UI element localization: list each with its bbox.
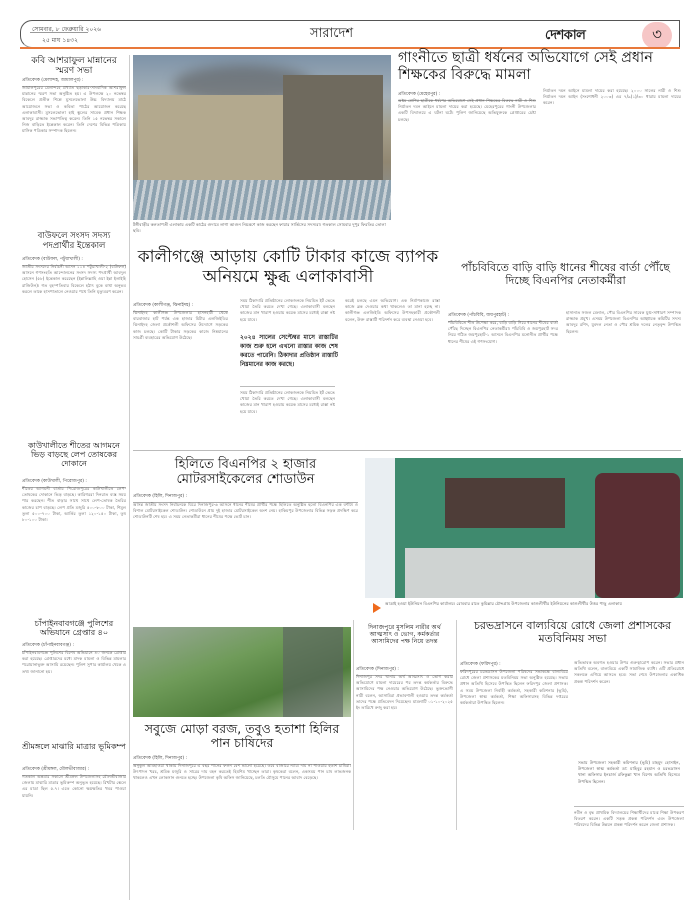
fire-photo <box>133 55 391 220</box>
body-kaukhali: শীতের আগমনী বার্তায় পিরোজপুরের কাউখালীতে লেপ-তোষকের দোকানে ভিড় বাড়ছে। কারিগররা দিনরাত ব্যস্ত সময় পার করছেন। শীত বাড়ার সাথে সাথে লেপ-তোষক তৈরির কাজের চাপ বাড়ছে। লেপ প্রতি মজুরি ৫০০-৮০০ টাকা, শিমুল তুলা ৫০০-৭০০ টাকা, আর্তির তুলা ১২০-১৫০ টাকা, তুষ ৮০-১০০ টাকা। <box>22 486 126 523</box>
chairs-shape <box>595 473 680 598</box>
body-hili: আসন্ন জাতীয় সংসদ নির্বাচনকে ঘিরে দিনাজপুর-৬ আসনে ধানের শীষের প্রার্থীর পক্ষে হিলিতে অনুষ্ঠিত হলো বিএনপির এক বর্ণাঢ্য ও বিশাল মোটরসাইকেল শোডাউন। শোডাউনে প্রায় দুই হাজার মোটরসাইকেল অংশ নেয়। হাকিমপুর উপজেলার বিভিন্ন সড়ক প্রদক্ষিণ করে শোডাউনটি শেষ হয়। এ সময় নেতাকর্মীরা ধানের শীষের পক্ষে ভোট চান। <box>133 502 358 520</box>
newspaper-logo: দেশকাল <box>545 28 586 43</box>
body-kobi: জামালপুরের মেলান্দহে প্রখ্যাত ছড়াকার-সাংবাদিক আশরাফুল মান্নানের স্মরণ সভা অনুষ্ঠিত হয়। এ উপলক্ষে ২০ নভেম্বর বিকেলে প্রতীক শিল্পে মুসলেভোলা উচ্চ বিদ্যালয় মাঠে আয়োজনে সভা ও কবিতা পাঠের আয়োজন করেছে এলাকাবাসী। মুসলেভোলা হাই স্কুলের সাবেক প্রধান শিক্ষক আবদুর রাজ্জাক সভাপতিত্ব করেন। তিনি ১৫ নভেম্বর সকালে নিজ বাড়িতে ইন্তেকাল করেন। তিনি দেশের বিভিন্ন পত্রিকায় মাসিক পত্রিকার সম্পাদক ছিলেন। <box>22 85 126 134</box>
box-divider <box>574 806 684 807</box>
header-date: সোমবার, ৮ ফেব্রুয়ারি ২০২৬ <box>32 26 102 33</box>
page-number-badge: ৩ <box>642 22 672 49</box>
paan-leaves-photo <box>133 627 351 717</box>
header-bangla-date: ২৫ মাঘ ১৪৩২ <box>42 37 78 44</box>
section-divider <box>133 450 681 451</box>
body-kaliganj-2b: সময় ঠিকাদারি প্রতিষ্ঠানের লোকজনকে নিয়মিত ইট ভেঙে খোয়া তৈরি করতে দেখা গেছে। এলাকাবাসী বলছেন কাজের মান খারাপ হওয়ায় কয়েক মাসের মধ্যেই রাস্তা নষ্ট হয়ে যাবে। <box>240 390 335 414</box>
person-shape <box>283 627 343 717</box>
floor-shape <box>405 548 595 598</box>
byline-kaliganj: প্রতিবেদক (কালীগঞ্জ, ঝিনাইদহ) : <box>133 302 228 312</box>
body-dinajpur: দিনাজপুর সদর থানায় অর্থ আত্মসাৎ ও ভোগ করার অভিযোগে মামলা দায়েরের পর তদন্ত কর্মকর্তার বিরুদ্ধে আসামিদের পক্ষ নেওয়ার অভিযোগ উঠেছে। ভুক্তভোগী নারী বলেন, আসামিরা প্রভাবশালী হওয়ায় তদন্ত কর্মকর্তা তাদের পক্ষে প্রতিবেদন দিয়েছেন। মামলাটি ০১-১০-২০২৫ ইং তারিখে রুজু করা হয়। <box>356 674 453 711</box>
byline-baufal: প্রতিবেদক (বাউফল, পটুয়াখালী) : <box>22 256 126 266</box>
body-panchbibi: পাঁচবিবিতে শীত উপেক্ষা করে, বাড়ি বাড়ি গিয়ে ধানের শীষের বার্তা পৌঁছে দিচ্ছেন বিএনপির নেতাকর্মীরা। পাঁচবিবি ও জয়পুরহাট সদর নিয়ে গঠিত জয়পুরহাট-১ আসনে বিএনপির মনোনীত প্রার্থীর পক্ষে ধানের শীষের এই গণসংযোগ। <box>448 320 558 344</box>
byline-kaukhali: প্রতিবেদক (কাউখালী, পিরোজপুর) : <box>22 478 126 488</box>
byline-dinajpur: প্রতিবেদক (দিনাজপুর) : <box>356 666 453 676</box>
caption-arrow-icon <box>373 603 381 613</box>
headline-paan: সবুজে মোড়া বরজ, তবুও হতাশা হিলির পান চাষিদের <box>144 721 340 751</box>
pull-quote-divider <box>240 386 335 387</box>
headline-kaukhali: কাউখালীতে শীতের আগমনে ভিড় বাড়ছে লেপ তোষকের দোকানে <box>28 441 120 469</box>
body-kaliganj-2: সময় ঠিকাদারি প্রতিষ্ঠানের লোকজনকে নিয়মিত ইট ভেঙে খোয়া তৈরি করতে দেখা গেছে। এলাকাবাসী বলছেন কাজের মান খারাপ হওয়ায় কয়েক মাসের মধ্যেই রাস্তা নষ্ট হয়ে যাবে। <box>240 298 335 322</box>
body-kaliganj-3: করেই চলছে এমন অভিযোগ। এক নির্মাণকাজে রাস্তা কাজে ব্লক দেওয়ার কথা থাকলেও তা মানা হচ্ছে না। কালীগঞ্জ এলজিইডি অফিসের উপসহকারী প্রকৌশলী বলেন, উক্ত রাস্তাটি পরিদর্শন করে ব্যবস্থা নেওয়া হবে। <box>345 298 440 322</box>
column-divider <box>129 55 130 900</box>
headline-baufal: বাউফলে সংসদ সদস্য পদপ্রার্থীর ইন্তেকাল <box>37 231 111 251</box>
headline-hili: হিলিতে বিএনপির ২ হাজার মোটরসাইকেলের শোডাউন <box>174 457 317 487</box>
byline-chapainawabganj: প্রতিবেদক (চাঁপাইনবাবগঞ্জ) : <box>22 642 126 652</box>
column-divider <box>456 620 457 830</box>
pull-quote-kaliganj: ২০২৪ সালের সেপ্টেম্বর মাসে রাস্তাটির কাজ শুরু হলে এখনো রাস্তার কাজ শেষ করতে পারেনি। ঠিকাদার প্রতিষ্ঠান রাস্তাটি নিম্নমানের কাজ করছে। <box>240 334 338 368</box>
caption-fire-photo: টঙ্গীবাড়ীর কলতাপতী এলাকায় একটি কাঠের গুদামে লাগা আগুন নিয়ন্ত্রণে কাজ করছেন ফায়ার সার্ভিসের সদস্যরা। গতকাল সোমবার দুপুর ফিরতির তোলা ছবি। <box>133 222 386 233</box>
boxed-note-charbhadrasan: সভায় উপজেলা সহকারী কমিশনার (ভূমি) মাহমুদ হোসাইন, উপজেলা স্বাস্থ্য কর্মকর্তা ডা: মাহিবুর রহমান ও চরভদ্রাসন থানা অফিসার ইনচার্জ রফিকুল্লা খান বিশেষ অতিথি হিসেবে উপস্থিত ছিলেন। <box>578 760 680 784</box>
roof-shape <box>133 180 391 220</box>
column-divider <box>353 620 354 830</box>
byline-kobi: প্রতিবেদক (মেলান্দহ, জামালপুর) : <box>22 77 126 87</box>
body-charbhadrasan: ফরিদপুরের চরভদ্রাসন উপজেলা পরিষদের সভাকক্ষে বাল্যবিয়ে রোধে জেলা প্রশাসকের মতবিনিময় সভা অনুষ্ঠিত হয়েছে। সভায় প্রধান অতিথি হিসেবে উপস্থিত ছিলেন ফরিদপুর জেলা প্রশাসক। এ সময় উপজেলা নির্বাহী কর্মকর্তা, সহকারী কমিশনার (ভূমি), উপজেলা স্বাস্থ্য কর্মকর্তা, শিক্ষা অফিসারসহ বিভিন্ন দপ্তরের কর্মকর্তারা উপস্থিত ছিলেন। <box>460 669 568 706</box>
body-chapainawabganj: চাঁপাইনবাবগঞ্জে পুলিশের বিশেষ অভিযানে ৪০ জনকে গ্রেপ্তার করা হয়েছে। গ্রেপ্তারদের মধ্যে মাদক মামলা ও বিভিন্ন মামলার পরোয়ানাভুক্ত আসামি রয়েছেন। পুলিশ সুপার কার্যালয় থেকে এ তথ্য জানানো হয়। <box>22 650 126 674</box>
headline-kobi: কবি আশরাফুল মান্নানের স্মরণ সভা <box>31 56 117 77</box>
body-baufal: জাতীয় সংসদের নির্বাচনী আসন ১১৪ পটুয়াখালী-২ (বাউফল) আসনে গণসংহতি আন্দোলনের সংসদ সদস্য পদপ্রার্থী আবদুল হোসেন (৫৮) ইন্তেকাল করেছেন (ইন্নালিল্লাহি ওয়া ইন্না ইলাইহি রাজিউন)। গত বৃহস্পতিবার বিকেলে হঠাৎ বুকে ব্যথা অনুভব করলে তাকে হাসপাতালে নেওয়ার পথে তিনি মৃত্যুবরণ করেন। <box>22 264 126 294</box>
headline-charbhadrasan: চরভদ্রাসনে বাল্যবিয়ে রোধে জেলা প্রশাসকের মতবিনিময় সভা <box>473 619 672 645</box>
byline-panchbibi: প্রতিবেদক (পাঁচবিবি, জয়পুরহাট) : <box>448 312 558 322</box>
headline-sreemangal: শ্রীমঙ্গলে মাঝারি মাত্রার ভূমিকম্প <box>22 742 126 751</box>
headline-chapainawabganj: চাঁপাইনবাবগঞ্জে পুলিশের অভিযানে গ্রেপ্তার ৪০ <box>34 619 114 638</box>
body-gangni-right: নির্যাতন দমন আইনে মামলা দায়ের করা হয়েছে। ২০০০ সালের নারী ও শিশু নির্যাতন দমন আইন (সংশোধনী ২০০৩) এর ৭/৯(১)/৩০ ধারায় মামলা দায়ের করেন। <box>543 88 681 106</box>
caption-hili-photo: আত্রাই হওয়া ইউনিয়ন বিএনপির কার্যালয়। রোববার রাতে কুমিল্লার চৌদ্দগ্রাম উপজেলার কাশুলীর্থীর ইউনিয়নের কাশুলীর্থীর উত্তর পাড়ু এলাকায় <box>385 601 622 606</box>
byline-hili: প্রতিবেদক (হিলি, দিনাজপুর) : <box>133 493 358 503</box>
body-panchbibi-right: হাসানাত সজল মেলাল, পৌর বিএনপির সাবেক যুগ্ম-সাধারণ সম্পাদক রাজ্জাক প্রমুখ। এসময় উপজেলা বিএনপির আহ্বায়ক কমিটির সদস্য আবদুর রশিদ, যুবদল নেতা ও পৌর শ্রমিক দলের নেতৃবৃন্দ উপস্থিত ছিলেন। <box>566 310 681 334</box>
banner-shape <box>365 458 395 598</box>
tail-charbhadrasan: নবীন ও বৃদ্ধ প্রাথমিক বিদ্যালয়ের শিক্ষার্থীদের মাঝে শিক্ষা উপকরণ বিতরণ করেন। একটি সড়ক প্রকল্প পরিদর্শন এবং উপজেলা পরিষদের বিভিন্ন উন্নয়ন প্রকল্প পরিদর্শন করেন জেলা প্রশাসক। <box>574 810 684 828</box>
hili-office-photo <box>365 458 683 598</box>
desk-shape <box>445 478 565 528</box>
headline-panchbibi: পাঁচবিবিতে বাড়ি বাড়ি ধানের শীষের বার্তা পৌঁছে দিচ্ছে বিএনপির নেতাকর্মীরা <box>461 261 670 287</box>
building-shape-2 <box>283 75 383 185</box>
byline-sreemangal: প্রতিবেদক (শ্রীমঙ্গল, মৌলভীবাজার) : <box>22 766 126 776</box>
body-paan: অনুকূল আবহাওয়া থাকায় দিনাজপুরে এ বছর পানের ফলন বেশ ভালো হয়েছে। তবে বাজারে ন্যায্য দাম না পাওয়ায় হতাশ চাষিরা। উৎপাদন খরচ, শ্রমিক মজুরি ও সারের দাম বহন করতেই হিমশিম খাচ্ছেন তারা। কৃষকেরা বলেন, একসময় পান চাষ লাভজনক থাকলেও এখন লোকসান গুনতে হচ্ছে। উপজেলা কৃষি অফিস জানিয়েছে, চলতি মৌসুমে পানের আবাদ বেড়েছে। <box>133 763 351 781</box>
headline-kaliganj: কালীগঞ্জে আড়ায় কোটি টাকার কাজে ব্যাপক অনিয়মে ক্ষুব্ধ এলাকাবাসী <box>137 247 439 287</box>
body-charbhadrasan-right: অভিভাবক অবগত হওয়ার উপর গুরুত্বারোপ করেন। সভার প্রধান অতিথি বলেন, বাল্যবিয়ে একটি সামাজিক ব্যাধি। এটি প্রতিরোধে সকলকে এগিয়ে আসতে হবে। সভা শেষে উপজেলার একাধিক প্রকল্প পরিদর্শন করেন। <box>574 660 684 684</box>
body-sreemangal: গতকাল অন্তবার সকালে শ্রীমঙ্গল উপজেলাসহ মৌলভীবাজার জেলায় মাঝারি মাত্রার ভূমিকম্প অনুভূত হয়েছে। রিখটার স্কেলে এর মাত্রা ছিল ৫.৭। এতে কোনো ক্ষয়ক্ষতির খবর পাওয়া যায়নি। <box>22 774 126 798</box>
header-rule <box>20 47 680 49</box>
body-kaliganj: ঝিনাইদহ কালীগঞ্জ উপজেলার হাসনহাটী থেকে বারবাজার হাট পর্যন্ত এক হাজার মিটার এলজিইডির ঝিনাইদহ জেলা প্রকৌশলী অফিসের উদ্যোগে সড়কের কাজ চলছে। কোটি টাকার সড়কের কাজে নিম্নমানের সামগ্রী ব্যবহারের অভিযোগ উঠেছে। <box>133 310 228 340</box>
section-title: সারাদেশ <box>310 26 354 41</box>
headline-gangni: গাংনীতে ছাত্রী ধর্ষনের অভিযোগে সেই প্রধান শিক্ষকের বিরুদ্ধে মামলা <box>398 50 653 83</box>
body-gangni: অষ্টম শ্রেণির ছাত্রীকে ধর্ষণের অভিযোগে সেই প্রধান শিক্ষকের বিরুদ্ধে নারী ও শিশু নির্যাতন দমন আইনে মামলা দায়ের করা হয়েছে। মেহেরপুরের গাংনী উপজেলার একটি বিদ্যালয়ে এ ঘটনা ঘটে। পুলিশ জানিয়েছে অভিযুক্তকে গ্রেপ্তারের চেষ্টা চলছে। <box>398 98 536 122</box>
byline-charbhadrasan: প্রতিবেদক (ফরিদপুর) : <box>460 661 568 671</box>
headline-dinajpur: দিনাজপুরে মুসলিম নারীর অর্থ আত্মসাৎ ও ভোগ, কর্মকর্তার আসামিদের পক্ষ নিয়ে তদন্ত <box>368 624 441 646</box>
byline-gangni: প্রতিবেদক (মেহেরপুর) : <box>398 91 536 101</box>
byline-paan: প্রতিবেদক (হিলি, দিনাজপুর) : <box>133 755 351 765</box>
